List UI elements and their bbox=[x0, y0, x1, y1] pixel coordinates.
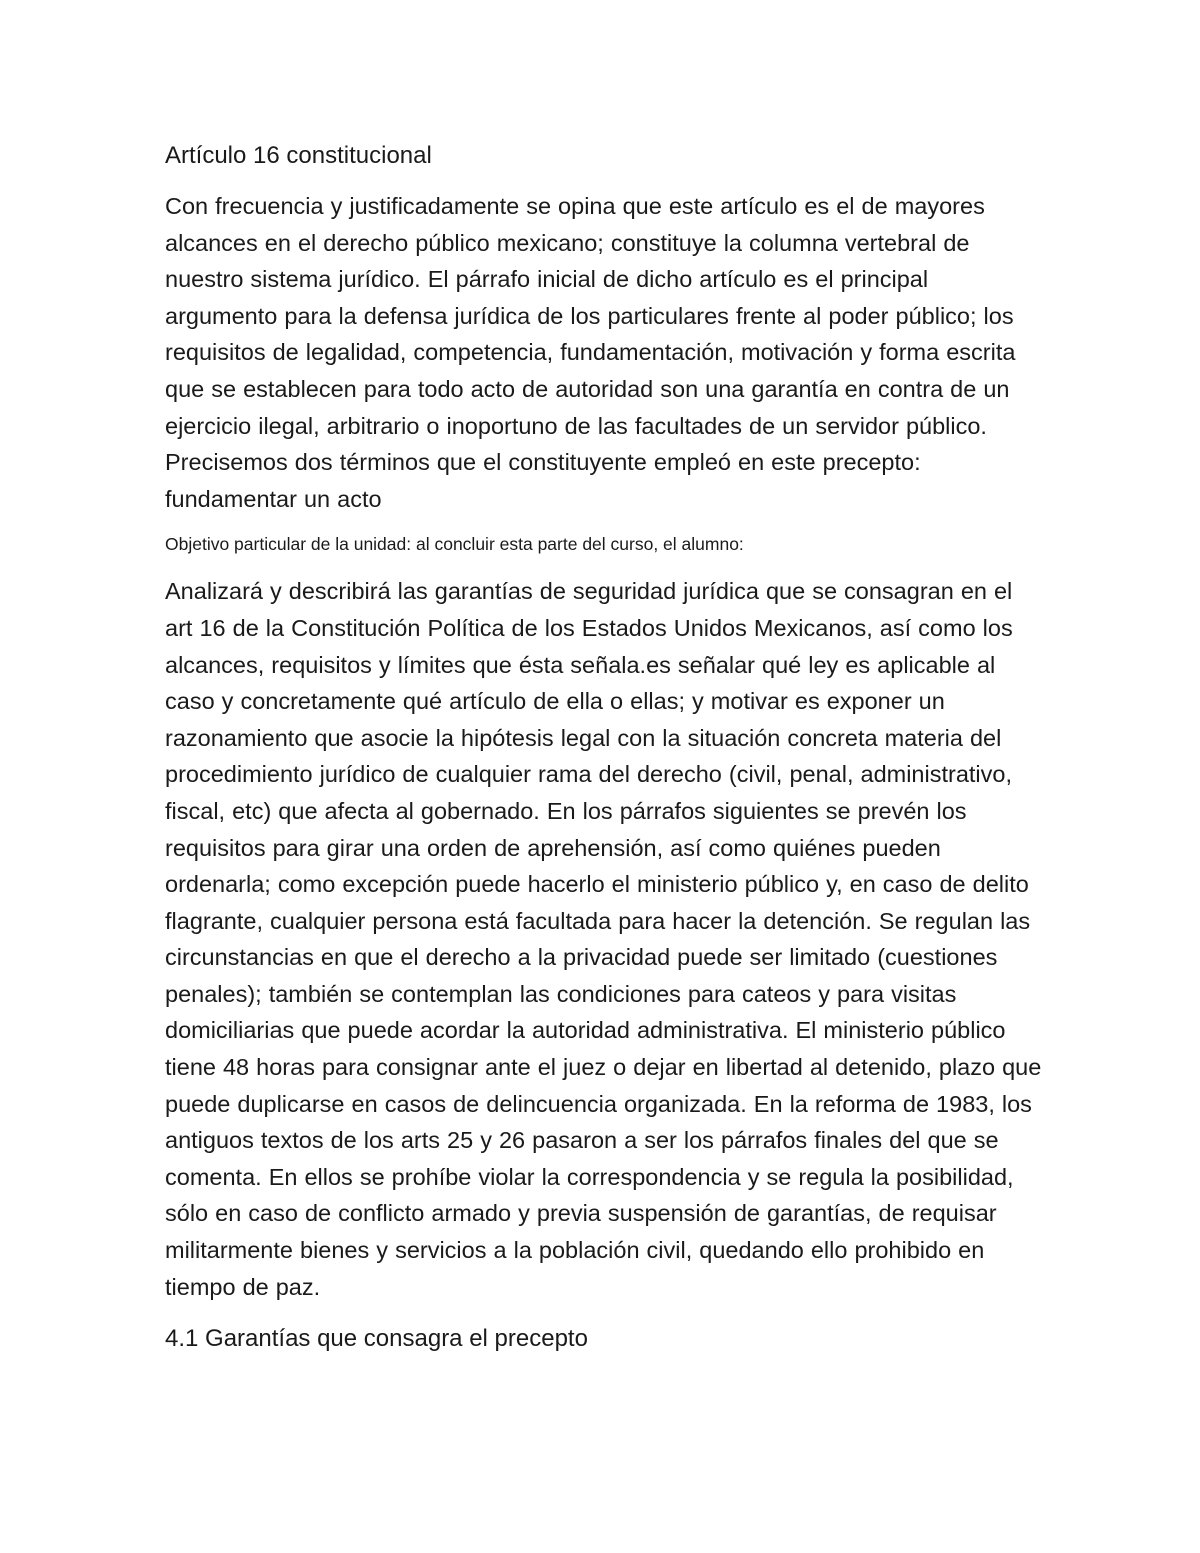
intro-paragraph: Con frecuencia y justificadamente se opina que este artículo es el de mayores alcances en el derecho público mexicano; constituye la columna vertebral de nuestro sistema jurídico. El párrafo inicial de dicho artículo es el principal argumento para la defensa jurídica de los particulares frente al poder público; los requisitos de legalidad, competencia, fundamentación, motivación y forma escrita que se establecen para todo acto de autoridad son una garantía en contra de un ejercicio ilegal, arbitrario o inoportuno de las facultades de un servidor público. Precisemos dos términos que el constituyente empleó en este precepto: fundamentar un acto bbox=[165, 193, 1016, 512]
document-title: Artículo 16 constitucional bbox=[165, 142, 432, 169]
document-body bbox=[165, 138, 1045, 1357]
main-paragraph: Analizará y describirá las garantías de seguridad jurídica que se consagran en el art 16 de la Constitución Política de los Estados Unidos Mexicanos, así como los alcances, requisitos y límites que ésta señala.es señalar qué ley es aplicable al caso y concretamente qué artículo de ella o ellas; y motivar es exponer un razonamiento que asocie la hipótesis legal con la situación concreta materia del procedimiento jurídico de cualquier rama del derecho (civil, penal, administrativo, fiscal, etc) que afecta al gobernado. En los párrafos siguientes se prevén los requisitos para girar una orden de aprehensión, así como quiénes pueden ordenarla; como excepción puede hacerlo el ministerio público y, en caso de delito flagrante, cualquier persona está facultada para hacer la detención. Se regulan las circunstancias en que el derecho a la privacidad puede ser limitado (cuestiones penales); también se contemplan las condiciones para cateos y para visitas domiciliarias que puede acordar la autoridad administrativa. El ministerio público tiene 48 horas para consignar ante el juez o dejar en libertad al detenido, plazo que puede duplicarse en casos de delincuencia organizada. En la reforma de 1983, los antiguos textos de los arts 25 y 26 pasaron a ser los párrafos finales del que se comenta. En ellos se prohíbe violar la correspondencia y se regula la posibilidad, sólo en caso de conflicto armado y previa suspensión de garantías, de requisar militarmente bienes y servicios a la población civil, quedando ello prohibido en tiempo de paz. bbox=[165, 578, 1042, 1300]
section-heading: 4.1 Garantías que consagra el precepto bbox=[165, 1325, 588, 1353]
objective-line: Objetivo particular de la unidad: al concluir esta parte del curso, el alumno: bbox=[165, 534, 744, 555]
